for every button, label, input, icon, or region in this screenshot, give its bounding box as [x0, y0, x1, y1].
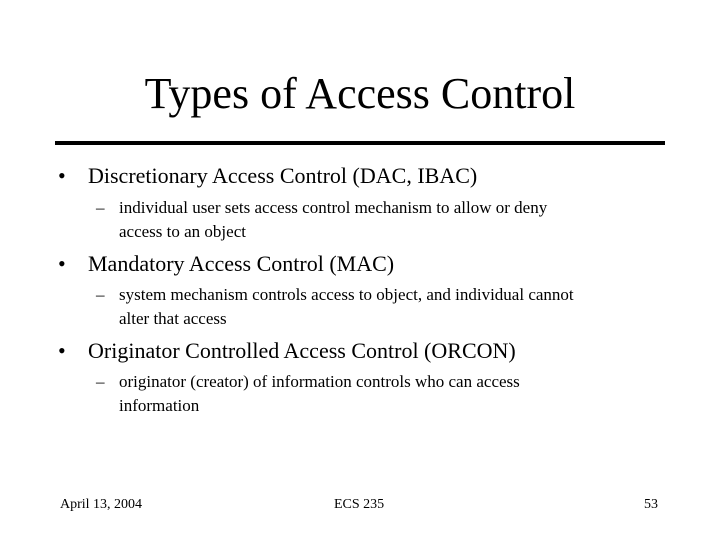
- slide-title: Types of Access Control: [144, 69, 576, 118]
- footer-date: April 13, 2004: [60, 497, 143, 512]
- sub-bullet-line: access to an object: [119, 222, 246, 241]
- bullet-marker: •: [58, 251, 66, 276]
- bullet-text: Discretionary Access Control (DAC, IBAC): [88, 163, 478, 188]
- bullet-text: Originator Controlled Access Control (ORCON): [88, 338, 516, 363]
- sub-bullet-line: information: [119, 396, 200, 415]
- footer-course: ECS 235: [334, 497, 385, 512]
- sub-bullet-line: individual user sets access control mechanism to allow or deny: [119, 198, 548, 217]
- sub-bullet-mac: [96, 283, 676, 331]
- sub-bullet-marker: –: [96, 372, 105, 391]
- sub-bullet-marker: –: [96, 285, 105, 304]
- bullet-dac: [58, 163, 477, 189]
- sub-bullet-line: system mechanism controls access to object, and individual cannot: [119, 285, 574, 304]
- footer-page-number: 53: [644, 497, 658, 512]
- bullet-marker: •: [58, 338, 66, 363]
- sub-bullet-orcon: [96, 370, 676, 418]
- sub-bullet-line: originator (creator) of information controls who can access: [119, 372, 520, 391]
- sub-bullet-marker: –: [96, 198, 105, 217]
- title-underline: [55, 141, 665, 145]
- bullet-mac: [58, 251, 394, 277]
- sub-bullet-dac: [96, 196, 676, 244]
- sub-bullet-line: alter that access: [119, 309, 227, 328]
- bullet-text: Mandatory Access Control (MAC): [88, 251, 395, 276]
- bullet-marker: •: [58, 163, 66, 188]
- bullet-orcon: [58, 338, 516, 364]
